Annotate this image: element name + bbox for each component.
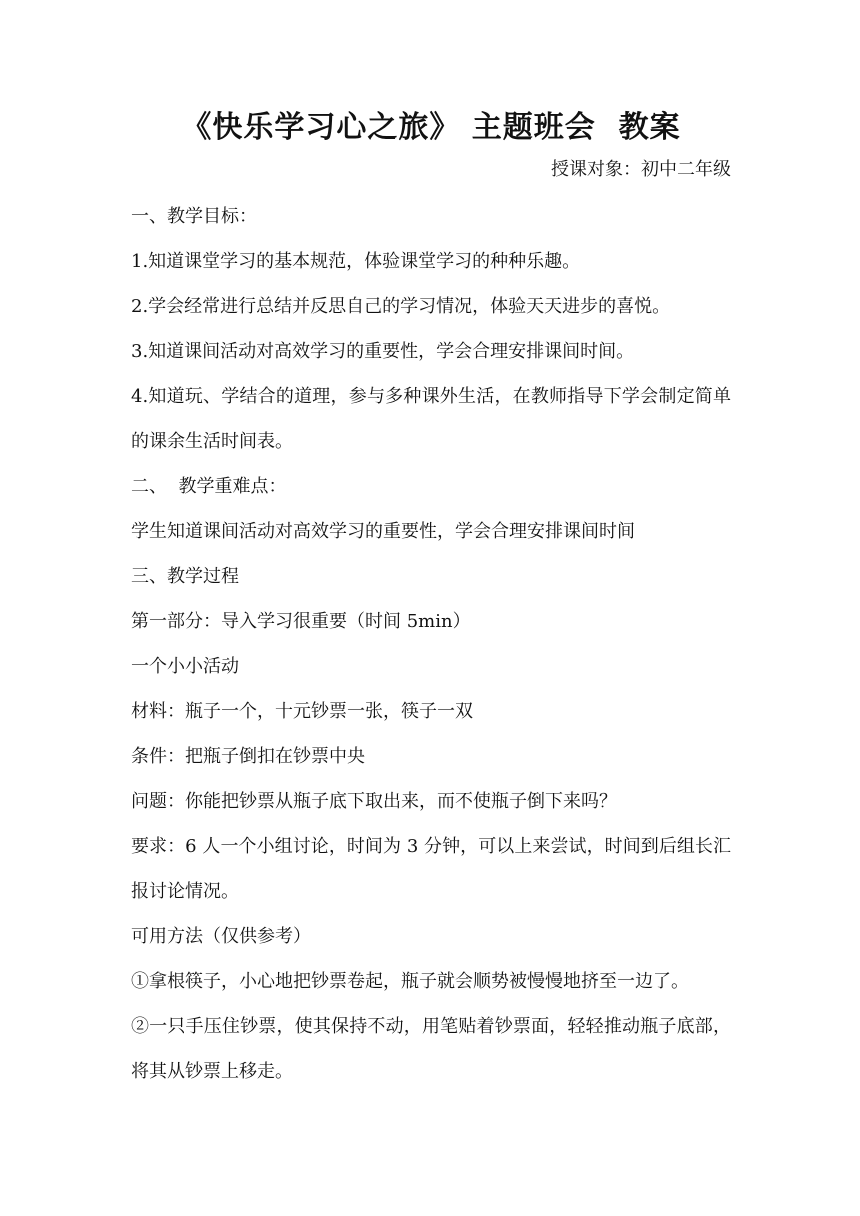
section-heading-key-points: 二、 教学重难点： xyxy=(131,476,287,497)
activity-materials: 材料：瓶子一个，十元钞票一张，筷子一双 xyxy=(131,701,473,722)
lesson-plan-page xyxy=(131,100,731,1094)
section-heading-process: 三、教学过程 xyxy=(131,566,239,587)
key-point-text: 学生知道课间活动对高效学习的重要性，学会合理安排课间时间 xyxy=(131,521,635,542)
activity-requirement: 要求：6 人一个小组讨论，时间为 3 分钟，可以上来尝试，时间到后组长汇报讨论情况。 xyxy=(131,836,731,902)
activity-question: 问题：你能把钞票从瓶子底下取出来，而不使瓶子倒下来吗？ xyxy=(131,791,617,812)
method-item: ①拿根筷子，小心地把钞票卷起，瓶子就会顺势被慢慢地挤至一边了。 xyxy=(131,971,689,992)
goal-item: 3.知道课间活动对高效学习的重要性，学会合理安排课间时间。 xyxy=(131,341,635,362)
method-item: ②一只手压住钞票，使其保持不动，用笔贴着钞票面，轻轻推动瓶子底部，将其从钞票上移走。 xyxy=(131,1016,731,1082)
activity-title: 一个小小活动 xyxy=(131,656,239,677)
part-heading: 第一部分：导入学习很重要（时间 5min） xyxy=(131,611,471,632)
goal-item: 1.知道课堂学习的基本规范，体验课堂学习的种种乐趣。 xyxy=(131,251,581,272)
document-title: 《快乐学习心之旅》 主题班会 教案 xyxy=(181,110,681,145)
methods-heading: 可用方法（仅供参考） xyxy=(131,926,311,947)
activity-conditions: 条件：把瓶子倒扣在钞票中央 xyxy=(131,746,365,767)
goal-item: 4.知道玩、学结合的道理，参与多种课外生活，在教师指导下学会制定简单的课余生活时间表。 xyxy=(131,386,731,452)
section-heading-goals: 一、教学目标： xyxy=(131,206,257,227)
audience-line: 授课对象：初中二年级 xyxy=(551,159,731,180)
goal-item: 2.学会经常进行总结并反思自己的学习情况，体验天天进步的喜悦。 xyxy=(131,296,671,317)
